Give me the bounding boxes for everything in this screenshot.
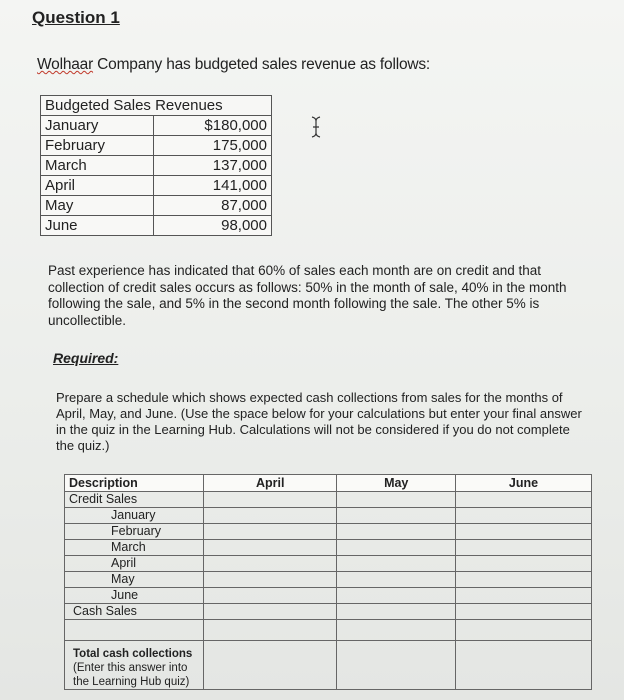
budget-month: March [41, 156, 154, 176]
cell-june[interactable] [456, 620, 592, 641]
budget-amount: 141,000 [154, 176, 272, 196]
cell-april[interactable] [204, 572, 337, 588]
table-row [65, 620, 592, 641]
budget-row [41, 116, 272, 136]
header-description: Description [65, 475, 204, 492]
credit-sales-label: Credit Sales [65, 492, 204, 508]
budget-row [41, 196, 272, 216]
cash-sales-label: Cash Sales [65, 604, 204, 620]
question-title: Question 1 [32, 8, 120, 27]
budget-row [41, 176, 272, 196]
month-label: March [65, 540, 204, 556]
cell-may[interactable] [337, 620, 456, 641]
instructions-paragraph: Prepare a schedule which shows expected cash collections from sales for the months of April, May, and June. (Use the space below for your calculations but enter your final answer in the quiz in the Learning Hub. Calculations will not be considered if you do not complete the quiz.) [56, 390, 582, 453]
total-june[interactable] [456, 641, 592, 690]
cell-april[interactable] [204, 604, 337, 620]
cell-may[interactable] [337, 540, 456, 556]
cell-april[interactable] [204, 492, 337, 508]
text-cursor-icon [310, 116, 322, 138]
context-paragraph: Past experience has indicated that 60% of sales each month are on credit and that collection of credit sales occurs as follows: 50% in the month of sale, 40% in the month following the sale, and 5% in the second month following the sale. The other 5% is uncollectible. [48, 263, 567, 328]
budget-month: May [41, 196, 154, 216]
required-label: Required: [53, 350, 119, 366]
total-label: Total cash collections [73, 648, 193, 660]
schedule-header-row [65, 475, 592, 492]
cell-april[interactable] [204, 524, 337, 540]
schedule-table [64, 474, 592, 690]
total-cell [65, 641, 204, 690]
budget-amount: 87,000 [154, 196, 272, 216]
table-row [65, 540, 592, 556]
table-row [65, 572, 592, 588]
table-row [65, 524, 592, 540]
total-note: (Enter this answer into the Learning Hub quiz) [73, 662, 190, 688]
budget-month: April [41, 176, 154, 196]
company-name: Wolhaar [37, 56, 94, 73]
cell-june[interactable] [456, 492, 592, 508]
budget-row [41, 136, 272, 156]
cell-may[interactable] [337, 588, 456, 604]
blank-cell [65, 620, 204, 641]
month-label: May [65, 572, 204, 588]
cell-june[interactable] [456, 588, 592, 604]
table-row [65, 508, 592, 524]
budget-row [41, 216, 272, 236]
budget-amount: 175,000 [154, 136, 272, 156]
cell-april[interactable] [204, 508, 337, 524]
intro-rest: Company has budgeted sales revenue as follows: [93, 56, 431, 73]
cell-june[interactable] [456, 556, 592, 572]
budget-amount: 98,000 [154, 216, 272, 236]
month-label: February [65, 524, 204, 540]
cell-may[interactable] [337, 556, 456, 572]
cell-may[interactable] [337, 524, 456, 540]
budget-amount: 137,000 [154, 156, 272, 176]
budget-month: January [41, 116, 154, 136]
budget-amount: $180,000 [154, 116, 272, 136]
cell-april[interactable] [204, 588, 337, 604]
cell-june[interactable] [456, 540, 592, 556]
budget-row [41, 156, 272, 176]
total-row [65, 641, 592, 690]
cell-may[interactable] [337, 508, 456, 524]
table-row [65, 588, 592, 604]
cell-june[interactable] [456, 572, 592, 588]
table-row [65, 556, 592, 572]
cell-may[interactable] [337, 572, 456, 588]
table-row [65, 604, 592, 620]
budget-month: February [41, 136, 154, 156]
cell-may[interactable] [337, 604, 456, 620]
budget-table [40, 95, 272, 236]
cell-june[interactable] [456, 604, 592, 620]
cell-june[interactable] [456, 508, 592, 524]
month-label: June [65, 588, 204, 604]
cell-april[interactable] [204, 556, 337, 572]
header-june: June [456, 475, 592, 492]
header-april: April [204, 475, 337, 492]
month-label: January [65, 508, 204, 524]
budget-month: June [41, 216, 154, 236]
intro-text [37, 56, 430, 74]
total-april[interactable] [204, 641, 337, 690]
cell-june[interactable] [456, 524, 592, 540]
month-label: April [65, 556, 204, 572]
header-may: May [337, 475, 456, 492]
cell-april[interactable] [204, 620, 337, 641]
budget-header: Budgeted Sales Revenues [41, 96, 272, 116]
total-may[interactable] [337, 641, 456, 690]
cell-may[interactable] [337, 492, 456, 508]
table-row [65, 492, 592, 508]
cell-april[interactable] [204, 540, 337, 556]
